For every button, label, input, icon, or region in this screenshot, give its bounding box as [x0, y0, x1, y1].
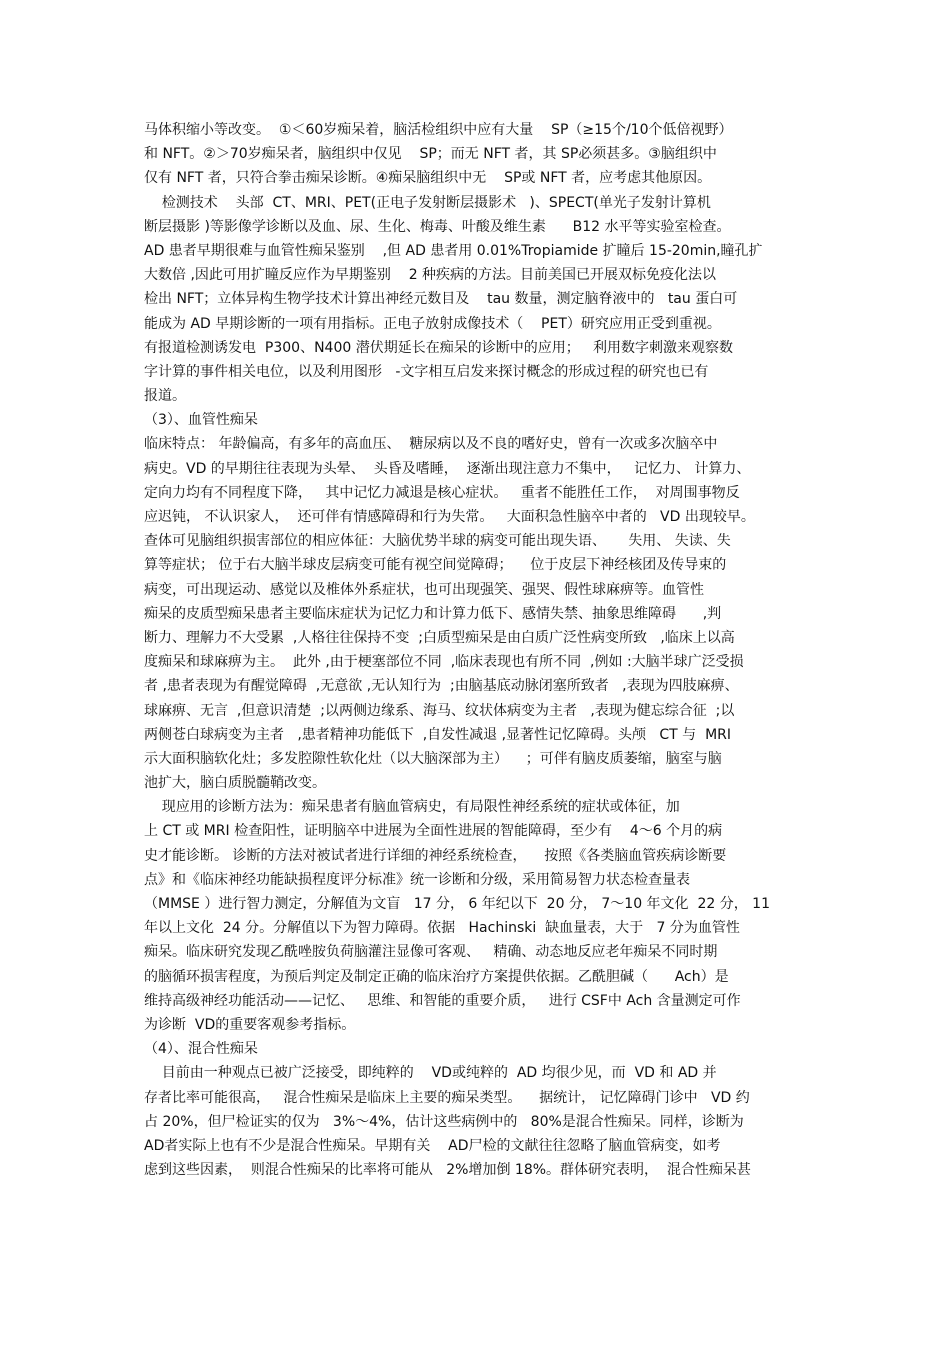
text-line: 球麻痹、无言 ,但意识清楚 ;以两侧边缘系、海马、纹状体病变为主者 ,表现为健忘综合征 ;以: [144, 702, 735, 719]
text-line: 病变，可出现运动、感觉以及椎体外系症状，也可出现强笑、强哭、假性球麻痹等。血管性: [144, 581, 704, 598]
text-line: 字计算的事件相关电位，以及利用图形 -文字相互启发来探讨概念的形成过程的研究也已有: [144, 363, 709, 380]
text-line: 度痴呆和球麻痹为主。 此外 ,由于梗塞部位不同 ,临床表现也有所不同 ,例如 :大脑半球广泛受损: [144, 654, 744, 671]
text-line: 算等症状； 位于右大脑半球皮层病变可能有视空间觉障碍； 位于皮层下神经核团及传导束的: [144, 557, 727, 574]
text-line: 定向力均有不同程度下降， 其中记忆力减退是核心症状。 重者不能胜任工作， 对周围事物反: [144, 484, 740, 501]
text-line: 现应用的诊断方法为：痴呆患者有脑血管病史，有局限性神经系统的症状或体征，加: [144, 799, 680, 816]
text-line: （MMSE ）进行智力测定，分解值为文盲 17 分， 6 年纪以下 20 分， 7～10 年文化 22 分， 11: [144, 896, 770, 912]
text-line: AD 患者早期很难与血管性痴呆鉴别 ,但 AD 患者用 0.01%Tropiamide 扩瞳后 15-20min,瞳孔扩: [144, 242, 763, 259]
text-line: 能成为 AD 早期诊断的一项有用指标。正电子放射成像技术（ PET）研究应用正受到重视。: [144, 315, 721, 332]
text-line: 痴呆的皮质型痴呆患者主要临床症状为记忆力和计算力低下、感情失禁、抽象思维障碍 ,判: [144, 605, 722, 622]
text-line: 目前由一种观点已被广泛接受，即纯粹的 VD或纯粹的 AD 均很少见，而 VD 和 AD 并: [144, 1065, 717, 1082]
text-line: 大数倍 ,因此可用扩瞳反应作为早期鉴别 2 种疾病的方法。目前美国已开展双标免疫化法以: [144, 267, 717, 284]
text-line: 断层摄影 )等影像学诊断以及血、尿、生化、梅毒、叶酸及维生素 B12 水平等实验室检查。: [144, 218, 731, 235]
text-line: 虑到这些因素， 则混合性痴呆的比率将可能从 2%增加倒 18%。群体研究表明， 混合性痴呆甚: [144, 1162, 751, 1179]
text-line: 示大面积脑软化灶；多发腔隙性软化灶（以大脑深部为主） ；可伴有脑皮质萎缩，脑室与脑: [144, 750, 722, 767]
text-line: 占 20%，但尸检证实的仅为 3%～4%，估计这些病例中的 80%是混合性痴呆。同样，诊断为: [144, 1113, 744, 1130]
text-line: AD者实际上也有不少是混合性痴呆。早期有关 AD尸检的文献往往忽略了脑血管病变，如考: [144, 1137, 721, 1154]
text-line: 为诊断 VD的重要客观参考指标。: [144, 1016, 356, 1033]
text-line: 两侧苍白球病变为主者 ,患者精神功能低下 ,自发性减退 ,显著性记忆障碍。头颅 CT 与 MRI: [144, 726, 732, 743]
text-line: 池扩大，脑白质脱髓鞘改变。: [144, 775, 326, 792]
text-line: 查体可见脑组织损害部位的相应体征：大脑优势半球的病变可能出现失语、 失用、 失读、失: [144, 533, 731, 550]
text-line: 的脑循环损害程度，为预后判定及制定正确的临床治疗方案提供依据。乙酰胆碱（ Ach）是: [144, 968, 729, 985]
text-line: 检测技术 头部 CT、MRI、PET(正电子发射断层摄影术 )、SPECT(单光子发射计算机: [144, 194, 711, 211]
text-line: 断力、理解力不大受累 ,人格往往保持不变 ;白质型痴呆是由白质广泛性病变所致 ,临床上以高: [144, 629, 735, 646]
text-line: 维持高级神经功能活动——记忆、 思维、和智能的重要介质， 进行 CSF中 Ach 含量测定可作: [144, 992, 741, 1009]
text-line: 临床特点： 年龄偏高，有多年的高血压、 糖尿病以及不良的嗜好史，曾有一次或多次脑卒中: [144, 436, 718, 453]
text-line: 马体积缩小等改变。 ①＜60岁痴呆着，脑活检组织中应有大量 SP（≥15个/10个低倍视野）: [144, 122, 733, 138]
body-text: [144, 118, 808, 1182]
text-line: 有报道检测诱发电 P300、N400 潜伏期延长在痴呆的诊断中的应用； 利用数字刺激来观察数: [144, 339, 734, 356]
text-line: 存者比率可能很高， 混合性痴呆是临床上主要的痴呆类型。 据统计， 记忆障碍门诊中 VD 约: [144, 1089, 750, 1106]
text-line: 应迟钝， 不认识家人， 还可伴有情感障碍和行为失常。 大面积急性脑卒中者的 VD 出现较早。: [144, 509, 755, 525]
text-line: 痴呆。临床研究发现乙酰唑胺负荷脑灌注显像可客观、 精确、动态地反应老年痴呆不同时期: [144, 944, 718, 961]
text-line: 报道。: [144, 388, 186, 405]
text-line: （3）、血管性痴呆: [144, 412, 258, 429]
text-line: 仅有 NFT 者，只符合拳击痴呆诊断。④痴呆脑组织中无 SP或 NFT 者，应考虑其他原因。: [144, 170, 712, 187]
text-line: 和 NFT。②＞70岁痴呆者，脑组织中仅见 SP；而无 NFT 者，其 SP必须甚多。③脑组织中: [144, 146, 717, 163]
text-line: 者 ,患者表现为有醒觉障碍 ,无意欲 ,无认知行为 ;由脑基底动脉闭塞所致者 ,表现为四肢麻痹、: [144, 678, 739, 695]
text-line: 史才能诊断。 诊断的方法对被试者进行详细的神经系统检查， 按照《各类脑血管疾病诊断要: [144, 847, 727, 864]
text-line: （4）、混合性痴呆: [144, 1041, 258, 1058]
text-line: 年以上文化 24 分。分解值以下为智力障碍。依据 Hachinski 缺血量表，大于 7 分为血管性: [144, 920, 740, 937]
text-line: 上 CT 或 MRI 检查阳性，证明脑卒中进展为全面性进展的智能障碍，至少有 4～6 个月的病: [144, 823, 723, 840]
text-line: 病史。VD 的早期往往表现为头晕、 头昏及嗜睡， 逐渐出现注意力不集中， 记忆力、 计算力、: [144, 460, 751, 477]
text-line: 点》和《临床神经功能缺损程度评分标准》统一诊断和分级，采用简易智力状态检查量表: [144, 871, 690, 888]
text-line: 检出 NFT；立体异构生物学技术计算出神经元数目及 tau 数量，测定脑脊液中的 tau 蛋白可: [144, 291, 738, 308]
